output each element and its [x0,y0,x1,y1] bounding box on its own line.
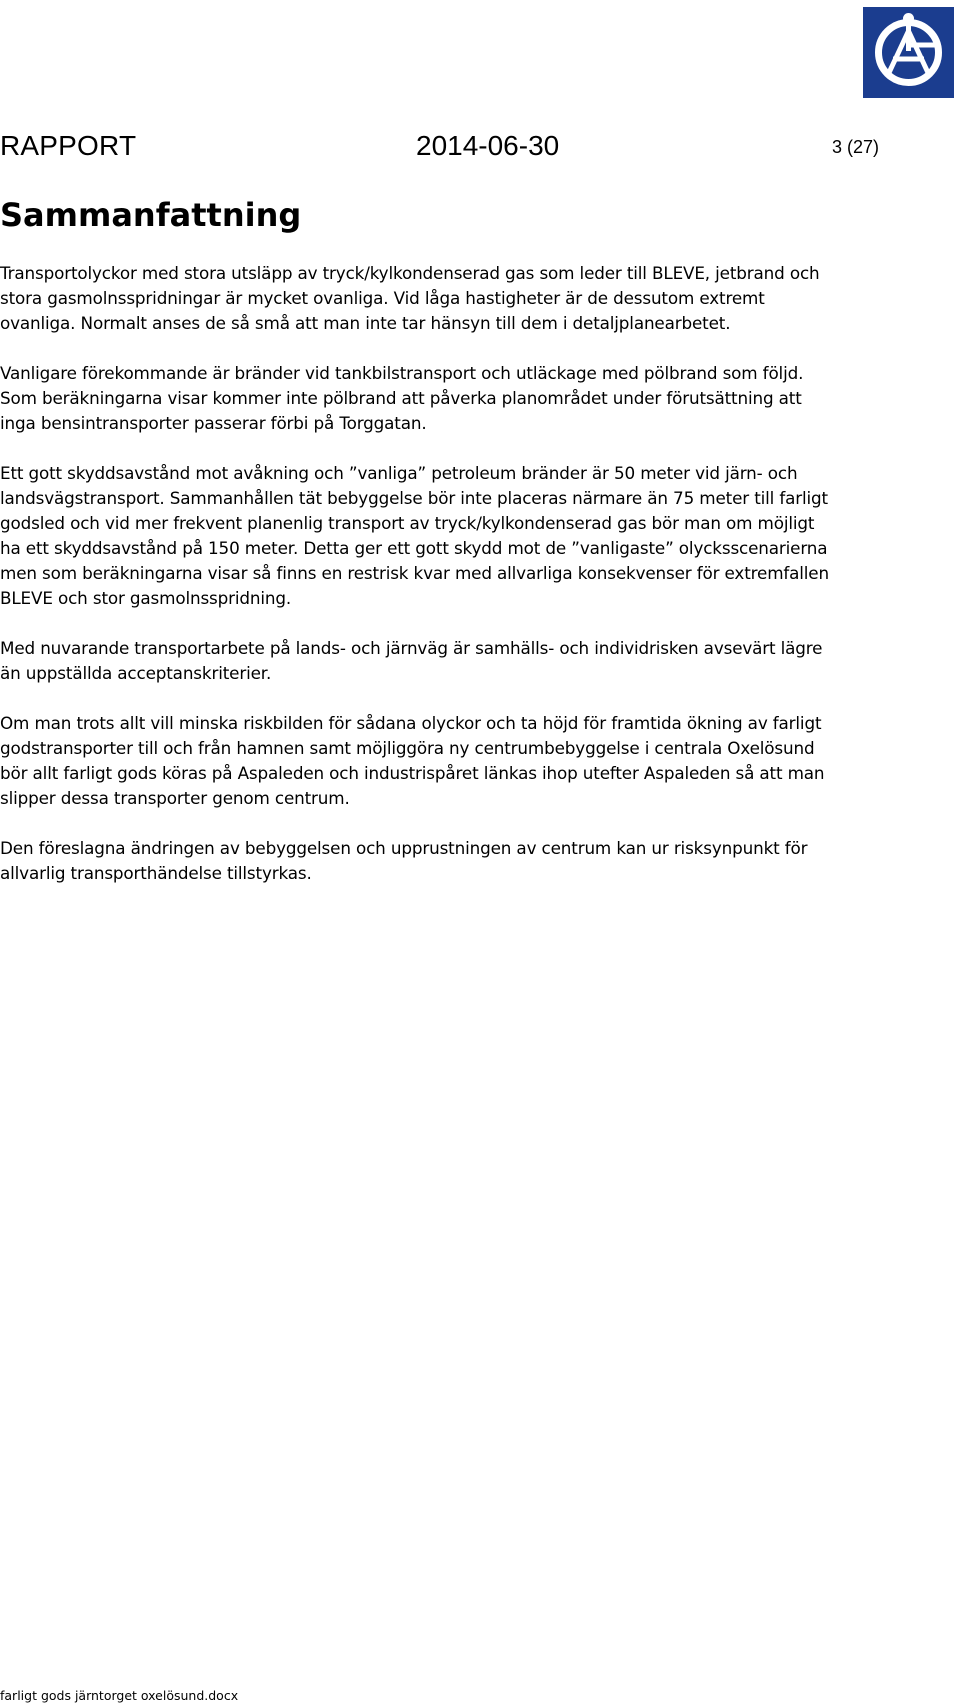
company-logo-icon [863,7,954,98]
section-title: Sammanfattning [0,196,302,234]
report-header [0,126,960,166]
paragraph-3: Ett gott skyddsavstånd mot avåkning och ”vanliga” petroleum bränder är 50 meter vid järn- och landsvägstransport. Sammanhållen tät bebyggelse bör inte placeras närmare än 75 meter till farligt godsled och vid mer frekvent planenlig transport av tryck/kylkondenserad gas bör man om möjligt ha ett skyddsavstånd på 150 meter. Detta ger ett gott skydd mot de ”vanligaste” olycksscenarierna men som beräkningarna visar så finns en restrisk kvar med allvarliga konsekvenser för extremfallen BLEVE och stor gasmolnsspridning. [0,463,829,608]
paragraph-1: Transportolyckor med stora utsläpp av tryck/kylkondenserad gas som leder till BLEVE, jetbrand och stora gasmolnsspridningar är mycket ovanliga. Vid låga hastigheter är de dessutom extremt ovanliga. Normalt anses de så små att man inte tar hänsyn till dem i detaljplanearbetet. [0,263,820,333]
paragraph-6: Den föreslagna ändringen av bebyggelsen och upprustningen av centrum kan ur risksynpunkt för allvarlig transporthändelse tillstyrkas. [0,838,808,883]
footer-filename: farligt gods järntorget oxelösund.docx [0,1688,239,1703]
report-date: 2014-06-30 [416,130,560,161]
paragraph-5: Om man trots allt vill minska riskbilden för sådana olyckor och ta höjd för framtida ökning av farligt godstransporter till och från hamnen samt möjliggöra ny centrumbebyggelse i centrala Oxelösund bör allt farligt gods köras på Aspaleden och industrispåret länkas ihop utefter Aspaleden så att man slipper dessa transporter genom centrum. [0,713,825,808]
section-body [0,261,840,911]
paragraph-4: Med nuvarande transportarbete på lands- och järnväg är samhälls- och individrisken avsevärt lägre än uppställda acceptanskriterier. [0,638,823,683]
paragraph-2: Vanligare förekommande är bränder vid tankbilstransport och utläckage med pölbrand som följd. Som beräkningarna visar kommer inte pölbrand att påverka planområdet under förutsättning att inga bensintransporter passerar förbi på Torggatan. [0,363,804,433]
report-type: RAPPORT [0,130,137,161]
company-logo [863,7,954,98]
page-number: 3 (27) [832,137,880,157]
